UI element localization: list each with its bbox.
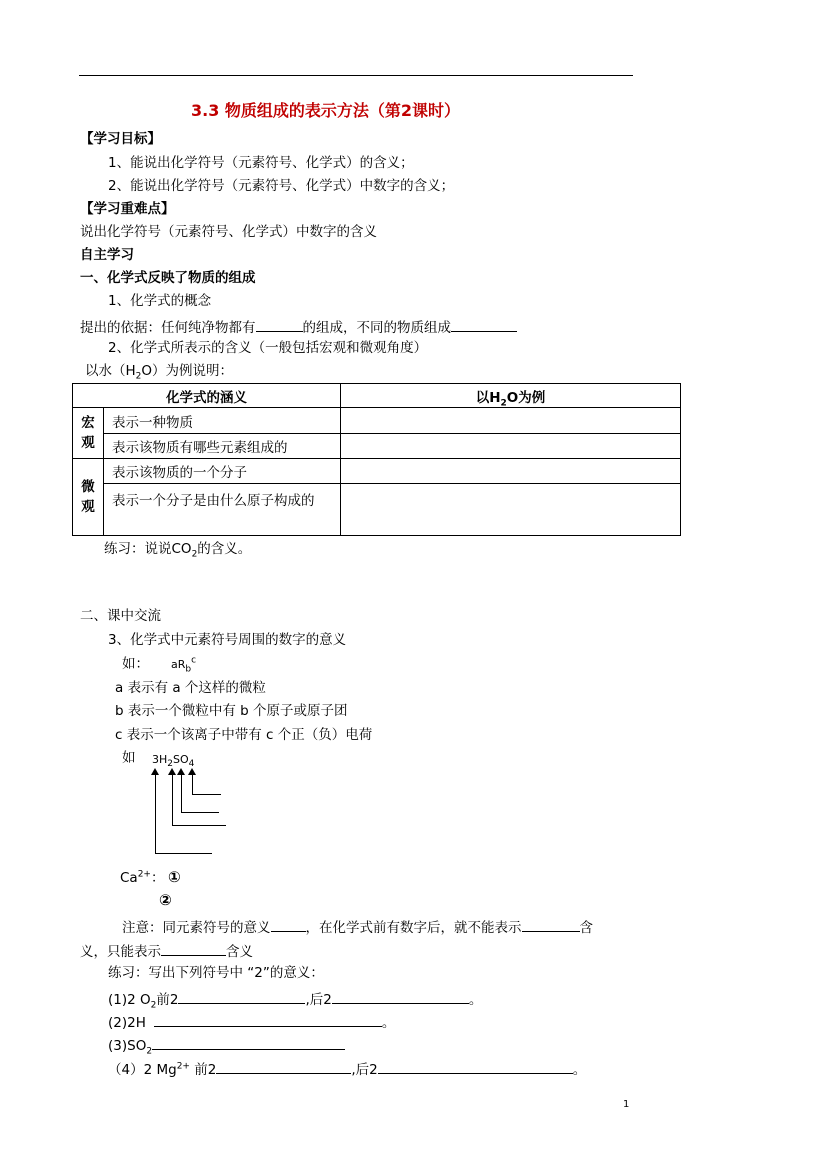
practice2-heading: 练习：写出下列符号中 “2”的意义： <box>108 965 324 981</box>
note-line2-a: 义，只能表示 <box>80 944 161 960</box>
blank-note-3[interactable] <box>161 943 226 956</box>
micro-label <box>73 459 104 536</box>
basis-text-a: 提出的依据：任何纯净物都有 <box>80 320 256 336</box>
note-line1-a: 注意：同元素符号的意义 <box>122 920 271 936</box>
blank-q3[interactable] <box>152 1037 345 1050</box>
self-study-heading: 自主学习 <box>80 247 134 263</box>
arrow-tail-3 <box>181 812 219 813</box>
water-example-a: 以水（H <box>85 363 136 379</box>
table-row <box>73 434 681 459</box>
note-line-1 <box>122 919 593 936</box>
practice1-b: 的含义。 <box>197 541 252 557</box>
arrow-tail-4 <box>192 794 221 795</box>
arrow-shaft-3 <box>181 774 182 812</box>
basis-text-b: 的组成，不同的物质组成 <box>302 320 451 336</box>
q1-b: 前2 <box>156 992 179 1008</box>
section2-heading: 二、课中交流 <box>80 608 161 624</box>
key-points-heading: 【学习重难点】 <box>80 201 175 217</box>
ion-a: Ca <box>120 870 138 886</box>
q4-a: （4）2 Mg <box>108 1062 177 1078</box>
water-example-sub: 2 <box>135 371 142 382</box>
arrow-shaft-1 <box>155 774 156 854</box>
arrow-shaft-2 <box>172 774 173 825</box>
meaning-line-a: a 表示有 a 个这样的微粒 <box>115 680 266 696</box>
row-answer-2[interactable] <box>341 434 681 459</box>
row-answer-4[interactable] <box>341 484 681 536</box>
row-meaning-4: 表示一个分子是由什么原子构成的 <box>104 484 341 536</box>
objectives-heading: 【学习目标】 <box>80 131 161 147</box>
section1-item1: 1、化学式的概念 <box>108 293 212 309</box>
example2-label: 如 <box>122 750 136 766</box>
formula-example-label: 如： <box>122 656 149 672</box>
circle-1: ① <box>168 868 181 886</box>
q1-a: (1)2 O <box>108 992 151 1008</box>
meaning-line-c: c 表示一个该离子中带有 c 个正（负）电荷 <box>115 727 373 743</box>
arrow-shaft-4 <box>192 774 193 794</box>
header-example-sub: 2 <box>500 398 507 409</box>
blank-different[interactable] <box>451 319 517 332</box>
q2-a: (2)2H <box>108 1015 146 1031</box>
page-number: 1 <box>623 1099 630 1110</box>
formula-sub: b <box>185 664 192 675</box>
table-header-row <box>73 384 681 408</box>
row-meaning-1: 表示一种物质 <box>104 408 341 434</box>
formula2-a: 3H <box>152 753 168 766</box>
water-example-b: O）为例说明： <box>141 363 234 379</box>
circle-2: ② <box>159 891 172 909</box>
top-rule <box>79 75 633 76</box>
row-meaning-3: 表示该物质的一个分子 <box>104 459 341 484</box>
section2-item3: 3、化学式中元素符号周围的数字的意义 <box>108 632 347 648</box>
practice2-q3 <box>108 1037 345 1057</box>
ion-sup: 2+ <box>137 869 151 880</box>
water-example-line <box>85 363 234 382</box>
q4-d: 。 <box>572 1062 587 1078</box>
blank-note-2[interactable] <box>522 919 580 932</box>
row-answer-1[interactable] <box>341 408 681 434</box>
practice1-sub: 2 <box>191 549 198 560</box>
note-line1-b: ，在化学式前有数字后，就不能表示 <box>305 920 522 936</box>
ion-colon: ： <box>150 870 165 886</box>
basis-line <box>80 319 517 336</box>
q4-sup: 2+ <box>176 1061 190 1072</box>
formula2 <box>152 753 195 770</box>
note-line1-c: 含 <box>579 920 593 936</box>
practice1-a: 练习：说说CO <box>104 541 192 557</box>
practice2-q1 <box>108 991 483 1011</box>
meaning-table <box>72 383 681 536</box>
q4-b: 前2 <box>189 1062 217 1078</box>
micro-label-text: 微观 <box>81 479 95 515</box>
macro-label-text: 宏观 <box>81 415 95 451</box>
formula-example <box>122 655 197 675</box>
practice2-q2 <box>108 1014 395 1031</box>
q3-a: (3)SO <box>108 1038 147 1054</box>
arrow-tail-1 <box>155 853 212 854</box>
row-answer-3[interactable] <box>341 459 681 484</box>
q1-sub: 2 <box>150 1000 157 1011</box>
table-row <box>73 484 681 536</box>
q1-c: ,后2 <box>305 992 332 1008</box>
formula2-b: SO <box>173 753 189 766</box>
formula2-sub1: 2 <box>167 759 174 770</box>
objective-item-1: 1、能说出化学符号（元素符号、化学式）的含义； <box>108 155 414 171</box>
header-example-a: 以H <box>475 389 501 406</box>
arrow-tail-2 <box>172 825 226 826</box>
page-title: 3.3 物质组成的表示方法（第2课时） <box>191 101 461 120</box>
key-points-text: 说出化学符号（元素符号、化学式）中数字的含义 <box>80 224 377 240</box>
formula-a: aR <box>171 658 186 671</box>
q3-sub: 2 <box>146 1046 153 1057</box>
formula-sup: c <box>191 655 197 666</box>
header-example-b: O为例 <box>506 389 546 406</box>
header-example <box>341 384 681 408</box>
row-meaning-2: 表示该物质有哪些元素组成的 <box>104 434 341 459</box>
practice1-line <box>104 541 252 560</box>
ion-example <box>120 869 165 886</box>
blank-composition[interactable] <box>256 319 303 332</box>
blank-note-1[interactable] <box>271 919 306 932</box>
table-row <box>73 408 681 434</box>
macro-label <box>73 408 104 459</box>
header-meaning: 化学式的涵义 <box>73 384 341 408</box>
note-line2-b: 含义 <box>226 944 253 960</box>
section1-heading: 一、化学式反映了物质的组成 <box>80 270 256 286</box>
blank-q4-back[interactable] <box>378 1061 573 1074</box>
practice2-q4 <box>108 1061 586 1078</box>
q4-c: ,后2 <box>351 1062 378 1078</box>
formula2-sub2: 4 <box>188 759 195 770</box>
objective-item-2: 2、能说出化学符号（元素符号、化学式）中数字的含义； <box>108 178 455 194</box>
q1-d: 。 <box>468 992 483 1008</box>
note-line-2 <box>80 943 253 960</box>
blank-q1-back[interactable] <box>332 991 469 1004</box>
blank-q1-front[interactable] <box>178 991 305 1004</box>
meaning-line-b: b 表示一个微粒中有 b 个原子或原子团 <box>115 703 348 719</box>
q2-end: 。 <box>381 1015 396 1031</box>
section1-item2: 2、化学式所表示的含义（一般包括宏观和微观角度） <box>108 340 428 356</box>
blank-q4-front[interactable] <box>216 1061 351 1074</box>
table-row <box>73 459 681 484</box>
blank-q2[interactable] <box>154 1014 382 1027</box>
